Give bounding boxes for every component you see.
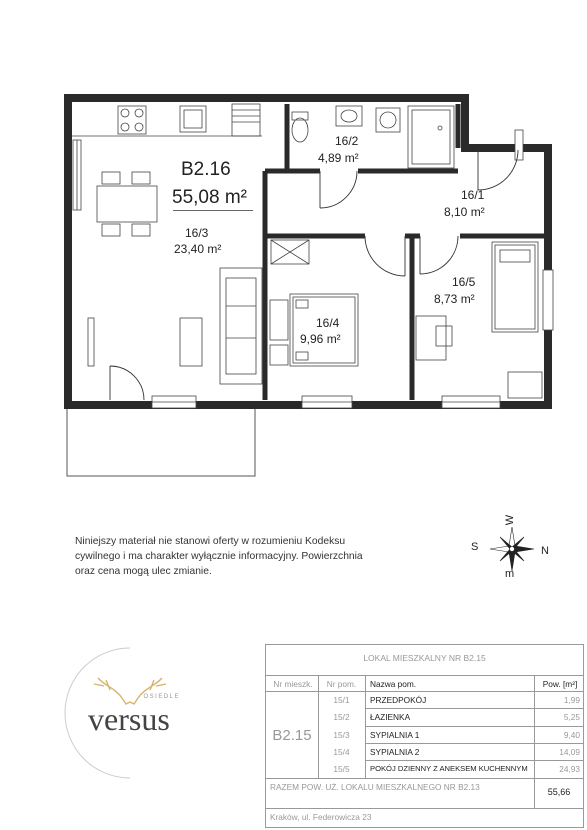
bedroom-16-4-furniture	[270, 240, 358, 366]
kitchen-counter	[72, 104, 262, 136]
table-total-value: 55,66	[547, 787, 571, 797]
table-row-name: POKÓJ DZIENNY Z ANEKSEM KUCHENNYM	[370, 764, 528, 773]
logo-brand: versus	[88, 701, 170, 737]
table-row-area: 5,25	[563, 712, 580, 722]
compass-n: N	[541, 545, 549, 557]
table-row-name: SYPIALNIA 1	[370, 730, 420, 740]
bathroom-fixtures	[292, 106, 454, 168]
table-row-name: ŁAZIENKA	[370, 712, 411, 722]
disclaimer-line: Niniejszy materiał nie stanowi oferty w rozumieniu Kodeksu	[75, 536, 346, 547]
room-16-5-id: 16/5	[452, 275, 476, 289]
doors	[110, 148, 518, 400]
room-16-2-id: 16/2	[335, 134, 359, 148]
table-row-no: 15/3	[333, 730, 350, 740]
table-row-area: 14,09	[559, 747, 580, 757]
room-16-1-id: 16/1	[461, 188, 485, 202]
compass-s: S	[471, 541, 479, 553]
room-16-4-area: 9,96 m²	[300, 332, 341, 346]
table-row-no: 15/2	[333, 712, 350, 722]
compass-m: m	[505, 568, 515, 580]
room-16-3-id: 16/3	[185, 226, 209, 240]
dining-table	[97, 172, 157, 236]
terrace-outline	[67, 408, 255, 476]
unit-code: B2.16	[181, 159, 231, 180]
header-unit-no: Nr mieszk.	[273, 679, 313, 689]
room-16-4-id: 16/4	[316, 316, 340, 330]
compass-w: W	[504, 514, 517, 526]
table-row-area: 1,99	[563, 695, 580, 705]
table-row-name: SYPIALNIA 2	[370, 747, 420, 757]
room-16-1-area: 8,10 m²	[444, 205, 485, 219]
table-row-no: 15/1	[333, 695, 350, 705]
table-address: Kraków, ul. Federowicza 23	[270, 812, 372, 822]
table-unit-code: B2.15	[272, 727, 312, 744]
disclaimer-line: cywilnego i ma charakter wyłącznie informacyjny. Powierzchnia	[75, 551, 363, 562]
table-row-no: 15/5	[333, 764, 350, 774]
header-room-no: Nr pom.	[326, 679, 357, 689]
versus-logo	[60, 638, 210, 788]
apartment-table	[265, 644, 584, 828]
room-16-3-area: 23,40 m²	[174, 242, 222, 256]
header-room-name: Nazwa pom.	[370, 679, 417, 689]
table-total-label: RAZEM POW. UŻ. LOKALU MIESZKALNEGO NR B2.13	[270, 782, 480, 792]
header-area: Pow. [m²]	[542, 679, 578, 689]
disclaimer-text	[75, 534, 375, 579]
room-16-5-area: 8,73 m²	[434, 292, 475, 306]
table-row-no: 15/4	[333, 747, 350, 757]
room-16-2-area: 4,89 m²	[318, 151, 359, 165]
table-row-name: PRZEDPOKÓJ	[370, 695, 427, 705]
disclaimer-line: oraz cena mogą ulec zmianie.	[75, 566, 212, 577]
logo-tag: OSIEDLE	[143, 694, 180, 700]
table-title: LOKAL MIESZKALNY NR B2.15	[363, 653, 486, 663]
unit-area: 55,08 m²	[172, 187, 247, 208]
bedroom-16-5-furniture	[416, 242, 542, 398]
table-row-area: 24,93	[559, 764, 580, 774]
unit-divider	[173, 210, 253, 211]
table-row-area: 9,40	[563, 730, 580, 740]
